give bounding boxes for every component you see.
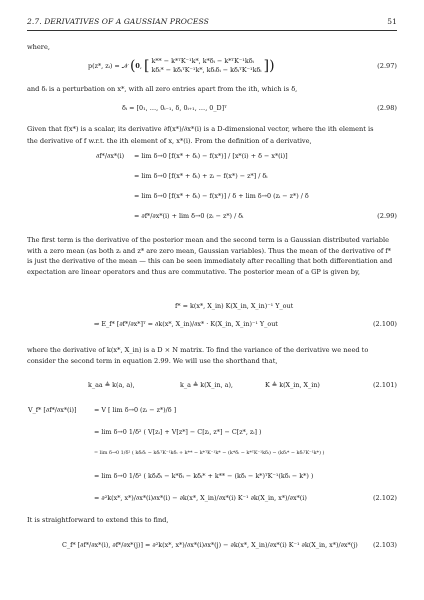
eqno-2-98: (2.98) [377, 104, 397, 112]
eq299-line2: = lim δ→0 [f(x* + δᵢ) + zᵢ − f(x*) − z*] / δᵢ [134, 172, 268, 180]
header-rule [27, 30, 397, 31]
eq2102-line4: = lim δ→0 1/δ² ( kδᵢδᵢ − k*δᵢ − kδᵢ* + k** − (kδᵢ − k*)ᵀK⁻¹(kδᵢ − k*) ) [94, 472, 314, 480]
eq2102-line1: = V [ lim δ→0 (zᵢ − z*)/δ ] [94, 406, 177, 414]
eq2101-b: k_a ≜ k(X_in, a), [180, 381, 233, 389]
eq2102-line2: = lim δ→0 1/δ² ( V[zᵢ] + V[z*] − C[zᵢ, z*] − C[z*, zᵢ] ) [94, 428, 262, 436]
eq297-row1: k** − k*ᵀK⁻¹k*, k*δᵢ − k*ᵀK⁻¹kδᵢ [151, 57, 254, 65]
eqno-2-102: (2.102) [372, 494, 397, 502]
page-number: 51 [387, 17, 397, 26]
equation-2-98: δᵢ = [0₁, …, 0ᵢ₋₁, δ, 0ᵢ₊₁, …, 0_D]ᵀ [122, 104, 227, 112]
section-title: 2.7. DERIVATIVES OF A GAUSSIAN PROCESS [27, 17, 209, 26]
eqno-2-99: (2.99) [377, 212, 397, 220]
eq2102-line3: = lim δ→0 1/δ² ( kδᵢδᵢ − kδᵢᵀK⁻¹kδᵢ + k** − k*ᵀK⁻¹k* − (k*δᵢ − k*ᵀK⁻¹kδᵢ) − (kδᵢ* − kδᵢᵀK⁻¹k*) ) [94, 450, 325, 456]
eq297-lhs: p(z*, zᵢ) = 𝒩 [88, 62, 128, 70]
eq2102-lhs: V_f* [∂f*/∂x*(i)] [28, 406, 77, 414]
eqno-2-97: (2.97) [377, 62, 397, 70]
equation-2-103: C_f* [∂f*/∂x*(i), ∂f*/∂x*(j)] = ∂²k(x*, x*)/∂x*(i)∂x*(j) − ∂k(x*, X_in)/∂x*(i) K⁻¹ ∂k(X_in, x*)/∂x*(j) [62, 541, 358, 549]
eq2100-line2: ⇒ E_f* [∂f*/∂x*]ᵀ = ∂k(x*, X_in)/∂x* · K(X_in, X_in)⁻¹ Y_out [94, 320, 278, 328]
eqno-2-100: (2.100) [372, 320, 397, 328]
eqno-2-103: (2.103) [372, 541, 397, 549]
equation-2-97: p(z*, zᵢ) = 𝒩 (0, [ k** − k*ᵀK⁻¹k*, k*δᵢ − k*ᵀK⁻¹kδᵢ kδᵢ* − kδᵢᵀK⁻¹k*, kδᵢδᵢ − kδᵢᵀK⁻¹kδᵢ ]) [88, 57, 275, 74]
eq2102-line5: = ∂²k(x*, x*)/∂x*(i)∂x*(i) − ∂k(x*, X_in)/∂x*(i) K⁻¹ ∂k(X_in, x*)/∂x*(i) [94, 494, 307, 502]
given-text-1: Given that f(x*) is a scalar, its derivative ∂f(x*)/∂x*(i) is a D-dimensional vector, where the ith element is [27, 125, 374, 133]
eq2101-c: K ≜ k(X_in, X_in) [265, 381, 320, 389]
eq2101-a: k_aa ≜ k(a, a), [88, 381, 135, 389]
eq299-line1: = lim δ→0 [f(x* + δᵢ) − f(x*)] / [x*(i) + δ − x*(i)] [134, 152, 288, 160]
eq2100-line1: f* = k(x*, X_in) K(X_in, X_in)⁻¹ Y_out [175, 302, 294, 310]
eq299-line4: = ∂f*/∂x*(i) + lim δ→0 (zᵢ − z*) / δᵢ [134, 212, 244, 220]
given-text-2: the derivative of f w.r.t. the ith element of x, x*(i). From the definition of a derivative, [27, 137, 312, 145]
eq297-row2: kδᵢ* − kδᵢᵀK⁻¹k*, kδᵢδᵢ − kδᵢᵀK⁻¹kδᵢ [151, 66, 262, 74]
eqno-2-101: (2.101) [372, 381, 397, 389]
paragraph-extend: It is straightforward to extend this to find, [27, 516, 169, 524]
delta-intro-text: and δᵢ is a perturbation on x*, with all zero entries apart from the ith, which is δ, [27, 85, 298, 93]
running-header [27, 17, 397, 29]
paragraph-posterior-mean: The first term is the derivative of the posterior mean and the second term is a Gaussian distributed variable with a zero mean (as both zᵢ and z* are zero mean, Gaussian variables). Thus the mean of the derivative of f* is just the derivative of the mean — this can be seen immediately after recalling that both differentiation and expectation are linear operators and thus are commutative. The posterior mean of a GP is given by, [27, 236, 393, 277]
paragraph-derivative-variance: where the derivative of k(x*, X_in) is a D × N matrix. To find the variance of the derivative we need to consider the second term in equation 2.99. We will use the shorthand that, [27, 346, 369, 365]
eq299-line3: = lim δ→0 [f(x* + δᵢ) − f(x*)] / δ + lim δ→0 (zᵢ − z*) / δ [134, 192, 309, 200]
where-text: where, [27, 43, 50, 51]
eq299-lhs: ∂f*/∂x*(i) [96, 152, 125, 160]
